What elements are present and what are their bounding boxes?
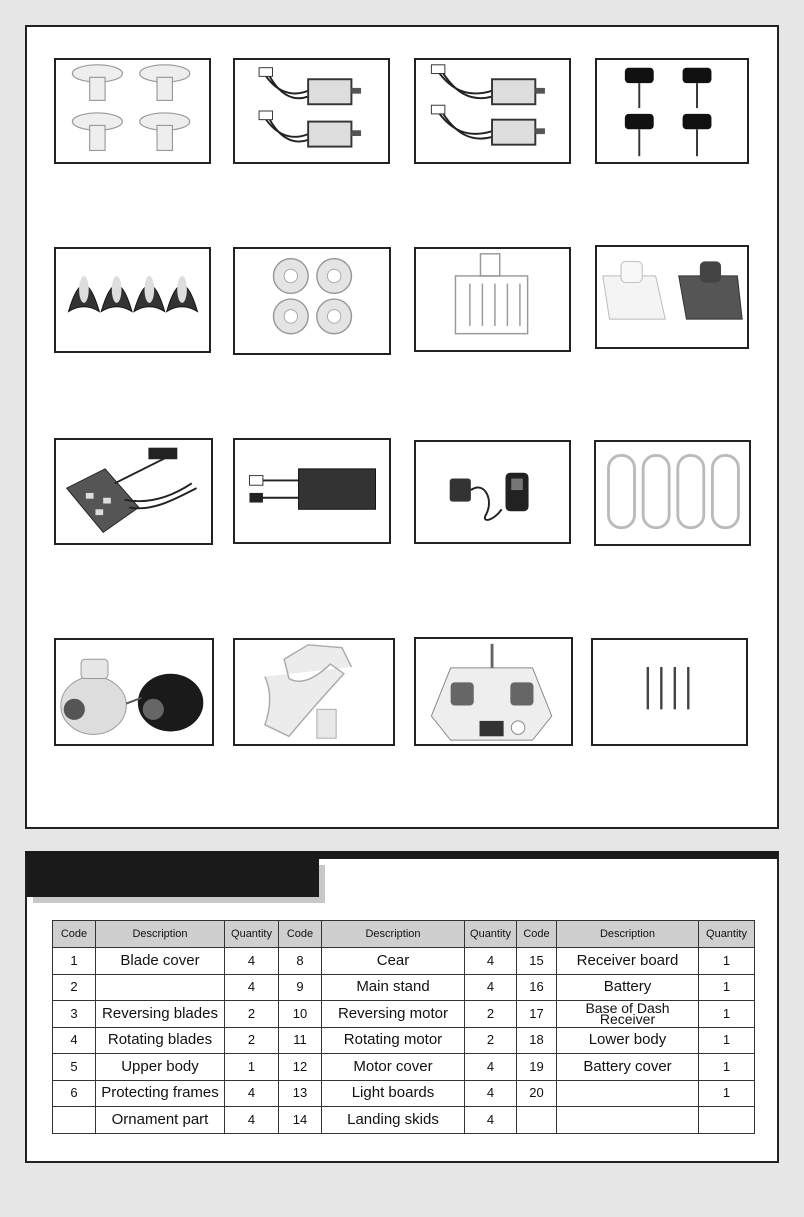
motor-covers-icon: [235, 249, 389, 353]
description-cell: Motor cover: [322, 1054, 465, 1081]
stand-frame-icon: [416, 249, 569, 350]
code-cell: 16: [517, 974, 557, 1001]
phone-clip-image: [233, 638, 395, 746]
body-covers-icon: [597, 247, 747, 347]
description-cell: Ornament part: [96, 1107, 225, 1134]
quantity-cell: 2: [225, 1001, 279, 1028]
gears-icon: [56, 60, 209, 162]
column-header: Quantity: [699, 921, 755, 948]
quantity-cell: 1: [699, 1080, 755, 1107]
code-cell: 9: [279, 974, 322, 1001]
motors-image-a: [233, 58, 390, 164]
quantity-cell: 4: [465, 1054, 517, 1081]
code-cell: 10: [279, 1001, 322, 1028]
description-cell: Receiver board: [557, 948, 699, 975]
shafts-icon: [593, 640, 746, 744]
quantity-cell: 1: [699, 1054, 755, 1081]
code-cell: 19: [517, 1054, 557, 1081]
description-cell: Rotating blades: [96, 1027, 225, 1054]
quantity-cell: 1: [699, 948, 755, 975]
description-cell: Battery cover: [557, 1054, 699, 1081]
code-cell: 6: [53, 1080, 96, 1107]
motors-image-b: [414, 58, 571, 164]
table-row: [53, 974, 755, 1001]
column-header: Description: [96, 921, 225, 948]
column-header: Quantity: [465, 921, 517, 948]
code-cell: 2: [53, 974, 96, 1001]
table-row: [53, 1001, 755, 1028]
motors-icon: [416, 60, 569, 162]
phone-clip-icon: [235, 640, 393, 744]
description-cell: Cear: [322, 948, 465, 975]
quantity-cell: 4: [225, 1107, 279, 1134]
description-cell: Lower body: [557, 1027, 699, 1054]
column-header: Description: [322, 921, 465, 948]
description-cell: Upper body: [96, 1054, 225, 1081]
battery-icon: [235, 440, 389, 542]
quantity-cell: 1: [699, 1001, 755, 1028]
protecting-frames-image: [594, 440, 751, 546]
code-cell: 3: [53, 1001, 96, 1028]
charger-image: [414, 440, 571, 544]
protecting-frames-icon: [596, 442, 749, 544]
code-cell: [517, 1107, 557, 1134]
code-cell: [53, 1107, 96, 1134]
body-covers-image: [595, 245, 749, 349]
table-row: [53, 1027, 755, 1054]
table-row: [53, 1080, 755, 1107]
quantity-cell: 4: [225, 948, 279, 975]
camera-heads-icon: [56, 640, 212, 744]
transmitter-icon: [416, 639, 571, 744]
receiver-board-icon: [56, 440, 211, 543]
code-cell: 14: [279, 1107, 322, 1134]
code-cell: 18: [517, 1027, 557, 1054]
gears-image: [54, 58, 211, 164]
charger-icon: [416, 442, 569, 542]
description-cell: Light boards: [322, 1080, 465, 1107]
blade-covers-image: [54, 247, 211, 353]
description-cell: [557, 1107, 699, 1134]
code-cell: 1: [53, 948, 96, 975]
table-row: [53, 948, 755, 975]
quantity-cell: 1: [699, 974, 755, 1001]
table-header-row: [53, 921, 755, 948]
quantity-cell: [699, 1107, 755, 1134]
code-cell: 13: [279, 1080, 322, 1107]
quantity-cell: 4: [465, 1080, 517, 1107]
column-header: Code: [517, 921, 557, 948]
code-cell: 5: [53, 1054, 96, 1081]
motors-icon: [235, 60, 388, 162]
quantity-cell: 4: [465, 948, 517, 975]
description-cell: Rotating motor: [322, 1027, 465, 1054]
quantity-cell: 1: [699, 1027, 755, 1054]
quantity-cell: 1: [225, 1054, 279, 1081]
receiver-board-image: [54, 438, 213, 545]
quantity-cell: 2: [465, 1001, 517, 1028]
motor-mounts-image: [595, 58, 749, 164]
column-header: Description: [557, 921, 699, 948]
quantity-cell: 4: [225, 974, 279, 1001]
column-header: Code: [279, 921, 322, 948]
blade-covers-icon: [56, 249, 209, 351]
quantity-cell: 2: [465, 1027, 517, 1054]
transmitter-image: [414, 637, 573, 746]
column-header: Quantity: [225, 921, 279, 948]
description-cell: Battery: [557, 974, 699, 1001]
table-row: [53, 1107, 755, 1134]
battery-image: [233, 438, 391, 544]
stand-frame-image: [414, 247, 571, 352]
quantity-cell: 4: [465, 1107, 517, 1134]
description-cell: [557, 1080, 699, 1107]
description-cell: [96, 974, 225, 1001]
quantity-cell: 4: [225, 1080, 279, 1107]
code-cell: 4: [53, 1027, 96, 1054]
description-cell: Blade cover: [96, 948, 225, 975]
description-cell: Reversing motor: [322, 1001, 465, 1028]
code-cell: 17: [517, 1001, 557, 1028]
quantity-cell: 2: [225, 1027, 279, 1054]
description-cell: Landing skids: [322, 1107, 465, 1134]
code-cell: 12: [279, 1054, 322, 1081]
section-header-bar: [27, 859, 319, 897]
code-cell: 8: [279, 948, 322, 975]
motor-mounts-icon: [597, 60, 747, 162]
code-cell: 15: [517, 948, 557, 975]
description-cell: Protecting frames: [96, 1080, 225, 1107]
motor-covers-image: [233, 247, 391, 355]
table-row: [53, 1054, 755, 1081]
shafts-image: [591, 638, 748, 746]
camera-heads-image: [54, 638, 214, 746]
description-cell: Base of Dash Receiver: [557, 1001, 699, 1028]
column-header: Code: [53, 921, 96, 948]
description-cell: Main stand: [322, 974, 465, 1001]
description-cell: Reversing blades: [96, 1001, 225, 1028]
code-cell: 11: [279, 1027, 322, 1054]
parts-table: [52, 920, 755, 1134]
quantity-cell: 4: [465, 974, 517, 1001]
code-cell: 20: [517, 1080, 557, 1107]
